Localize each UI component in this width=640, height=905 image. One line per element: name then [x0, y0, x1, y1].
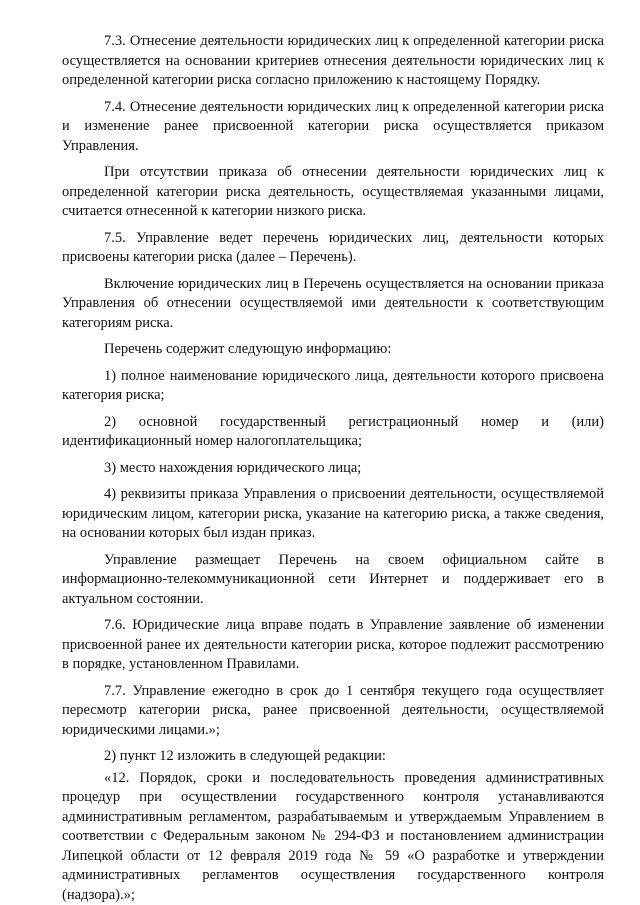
paragraph-7-6: 7.6. Юридические лица вправе подать в Управление заявление об изменении присвоенной ранее их деятельности категории риска, которое подлежит рассмотрению в порядке, установленном Правилами. — [62, 617, 604, 672]
paragraph-12: «12. Порядок, сроки и последовательность проведения административных процедур при осуществлении государственного контроля устанавливаются административным регламентом, разрабатываемым и утверждаемым Управлением в соответствии с Федеральным законом № 294-ФЗ и постановлением администрации Липецкой области от 12 февраля 2019 года № 59 «О разработке и утверждении административных регламентов осуществления государственного контроля (надзора).»; — [62, 769, 604, 903]
paragraph-list-intro: Перечень содержит следующую информацию: — [104, 341, 392, 357]
paragraph-amendment-2: 2) пункт 12 изложить в следующей редакции: — [104, 748, 386, 764]
paragraph-publication: Управление размещает Перечень на своем официальном сайте в информационно-телекоммуникационной сети Интернет и поддерживает его в актуальном состоянии. — [62, 551, 604, 607]
list-item-4: 4) реквизиты приказа Управления о присвоении деятельности, осуществляемой юридическим лицом, категории риска, указание на категорию риска, а также сведения, на основании которых был издан приказ. — [62, 486, 604, 541]
list-item-1: 1) полное наименование юридического лица, деятельности которого присвоена категория риска; — [62, 367, 604, 403]
paragraph-7-4: 7.4. Отнесение деятельности юридических лиц к определенной категории риска и изменение ранее присвоенной категории риска осуществляется приказом Управления. — [62, 98, 604, 154]
paragraph-7-3: 7.3. Отнесение деятельности юридических лиц к определенной категории риска осуществляется на основании критериев отнесения деятельности юридических лиц к определенной категории риска согласно приложению к настоящему Порядку. — [62, 33, 604, 88]
list-item-3: 3) место нахождения юридического лица; — [104, 459, 362, 476]
paragraph-7-7: 7.7. Управление ежегодно в срок до 1 сентября текущего года осуществляет пересмотр категории риска, ранее присвоенной деятельности, осуществляемой юридическими лицами.»; — [62, 682, 604, 738]
paragraph-no-order: При отсутствии приказа об отнесении деятельности юридических лиц к определенной категории риска деятельность, осуществляемая указанными лицами, считается отнесенной к категории низкого риска. — [62, 164, 604, 219]
paragraph-7-5: 7.5. Управление ведет перечень юридических лиц, деятельности которых присвоены категории риска (далее – Перечень). — [62, 229, 604, 265]
paragraph-inclusion: Включение юридических лиц в Перечень осуществляется на основании приказа Управления об отнесении осуществляемой ими деятельности к соответствующим категориям риска. — [62, 275, 604, 331]
list-item-2: 2) основной государственный регистрационный номер и (или) идентификационный номер налогоплательщика; — [62, 413, 604, 449]
